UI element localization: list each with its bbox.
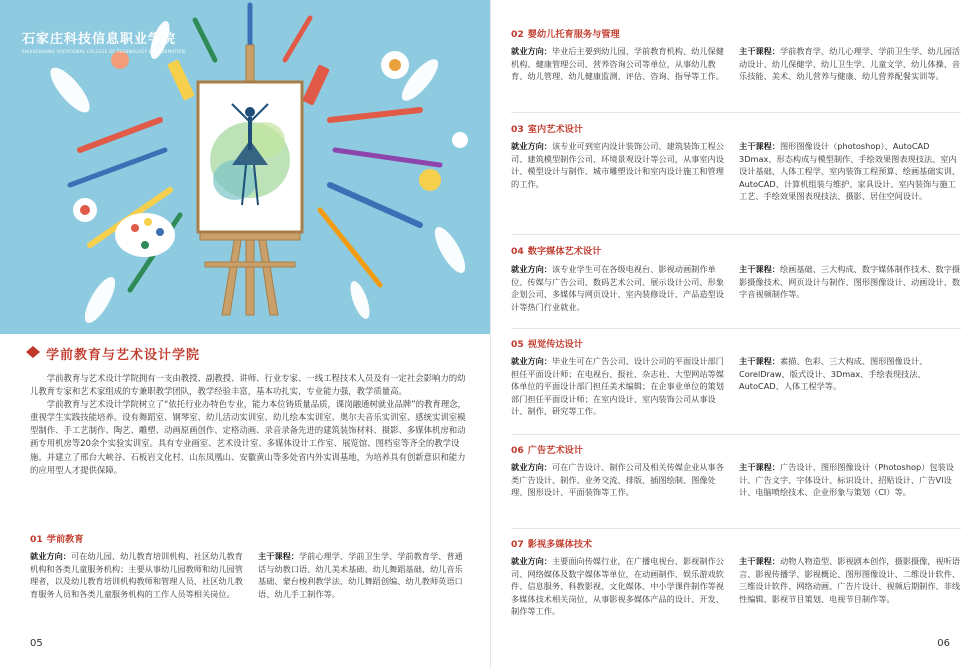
hero-illustration [0,0,490,334]
courses-label: 主干课程： [739,556,780,566]
section-divider [511,234,961,235]
section-divider [511,112,961,113]
jobs-label: 就业方向： [511,556,552,566]
courses-text: 素描、色彩、三大构成、图形图像设计、CorelDraw、版式设计、3Dmax、手绘表现技法、AutoCAD、人体工程学等。 [739,356,928,392]
section-divider [511,434,961,435]
major-section-06 [511,442,583,456]
major-number: 07 [511,539,524,550]
major-title [511,336,583,350]
major-number: 06 [511,445,524,456]
courses-text: 图形图像设计（photoshop）、AutoCAD 3Dmax、形态构成与模型制作、手绘效果图表现技法、室内设计基础、人体工程学、室内装饰工程预算、绘画基础实训、AutoCAD、计算机组装与维护、家具设计、室内装饰与施工工艺、手绘效果图表现技法、摄影、居住空间设计。 [739,141,961,202]
jobs-text: 该专业可到室内设计装饰公司、建筑装饰工程公司、建筑模型制作公司、环境景观设计等公司，从事室内设计、模型设计与制作、城市雕塑设计和室内设计施工和管理的工作。 [511,141,724,189]
major-section-03 [511,121,583,135]
major-courses [739,45,961,83]
jobs-text: 该专业学生可在各级电视台、影视动画制作单位、传媒与广告公司、数码艺术公司、展示设计公司、形象企划公司、多媒体与网页设计、室内装修设计、产品造型设计等热门行业就业。 [511,264,724,312]
major-courses [739,461,961,499]
major-jobs [30,550,245,600]
jobs-label: 就业方向： [511,264,552,274]
page-title: 学前教育与艺术设计学院 [46,348,201,363]
jobs-text: 可在幼儿园、幼儿教育培训机构、社区幼儿教育机构和各类儿童服务机构；主要从事幼儿园教师和幼儿园管理者，以及幼儿教育培训机构教师和管理人员、社区幼儿教育服务人员和各类儿童服务机构的工作人员等相关岗位。 [30,551,243,599]
major-courses [258,550,470,600]
intro-paragraph: 学前教育与艺术设计学院拥有一支由教授、副教授、讲师、行业专家、一线工程技术人员及有一定社会影响力的幼儿教育专家和艺术家组成的专兼职教学团队，教学经验丰富，基本功扎实，专业能力强，教学质量高。 [30,373,466,397]
major-jobs [511,461,726,499]
courses-text: 广告设计、图形图像设计（Photoshop）包装设计、广告文字、字体设计、标识设计、招贴设计、广告VI设计、电脑喷绘技术、企业形象与策划（CI）等。 [739,462,954,498]
major-section-04 [511,243,601,257]
major-section-02 [511,26,620,40]
major-section-01 [30,531,84,545]
major-number: 02 [511,29,524,40]
jobs-label: 就业方向： [511,356,552,366]
major-name: 学前教育 [46,534,84,545]
major-title [511,26,620,40]
major-name: 广告艺术设计 [527,445,583,456]
major-section-07 [511,536,592,550]
courses-text: 学前教育学、幼儿心理学、学前卫生学、幼儿园活动设计、幼儿保健学、幼儿卫生学、儿童文学、幼儿体操、音乐技能、美术、幼儿营养与健康、幼儿营养配餐实训等。 [739,46,961,82]
jobs-label: 就业方向： [511,46,552,56]
major-name: 婴幼儿托育服务与管理 [527,29,620,40]
major-courses [739,555,961,605]
major-section-05 [511,336,583,350]
courses-label: 主干课程： [739,141,780,151]
courses-text: 学前心理学、学前卫生学、学前教育学、普通话与幼教口语、幼儿美术基础、幼儿舞蹈基础、幼儿音乐基础、蒙台梭利教学法、幼儿舞蹈创编、幼儿教师英语口语、幼儿手工制作等。 [258,551,463,599]
courses-text: 动物人物造型、影视剧本创作，摄影摄像，视听语言、影视传播学、影视概论、图形图像设计、二维设计软件、三维设计软件、网络动画、广告片设计、视频后期制作、非线性编辑、影视节目策划、电视节目制作等。 [739,556,961,604]
major-title [511,121,583,135]
courses-label: 主干课程： [739,264,780,274]
logo-name-cn: 石家庄科技信息职业学院 [22,32,177,47]
courses-label: 主干课程： [739,356,780,366]
intro-paragraph: 学前教育与艺术设计学院树立了“依托行业办特色专业，能力本位铸质量品质，课岗融通树就业品牌”的教育理念，重视学生实践技能培养。设有舞蹈室、钢琴室、幼儿活动实训室、幼儿绘本实训室、奥尔夫音乐实训室、感统实训室模型制作、手工艺制作、陶艺、雕塑、动画原画创作、定格动画、录音录备先进的建筑装饰材料、摄影、多媒体机房和动画专用机房等20余个实验实训室。具有专业画室、艺术设计室、多媒体设计工作室、展览馆、图档室等齐全的教学设施。并建立了邢台大峡谷、石板岩文化村、山东凤凰山、安徽黄山等多处省内外实训基地，为培养具有创新意识和能力的应用型人才提供保障。 [30,399,466,475]
major-number: 05 [511,339,524,350]
logo-name-en: SHIJIAZHUANG VOCATIONAL COLLEGE OF TECHNOLOGY & INFORMATION [22,49,186,54]
courses-label: 主干课程： [258,551,299,561]
major-title [511,243,601,257]
jobs-text: 毕业后主要到幼儿园、学前教育机构、幼儿保健机构、健康管理公司、营养咨询公司等单位，从事幼儿教育、幼儿管理、幼儿健康监测、评估、咨询、指导等工作。 [511,46,724,82]
major-courses [739,355,961,393]
major-title [511,442,583,456]
major-jobs [511,140,726,190]
jobs-label: 就业方向： [30,551,71,561]
major-number: 01 [30,534,43,545]
major-courses [739,263,961,301]
right-page [490,0,980,669]
jobs-text: 可在广告设计、制作公司及相关传媒企业从事各类广告设计、制作、业务交流、排版、插图绘制、图像处理、图形设计、平面装饰等工作。 [511,462,724,498]
major-courses [739,140,961,203]
courses-label: 主干课程： [739,46,780,56]
major-jobs [511,355,726,418]
courses-label: 主干课程： [739,462,780,472]
major-title [511,536,592,550]
major-number: 03 [511,124,524,135]
courses-text: 绘画基础、三大构成、数字媒体制作技术、数字摄影摄像技术、网页设计与制作、图形图像设计、动画设计、数字音视频制作等。 [739,264,961,300]
major-number: 04 [511,246,524,257]
jobs-label: 就业方向： [511,462,552,472]
section-divider [511,328,961,329]
major-name: 数字媒体艺术设计 [527,246,602,257]
major-jobs [511,555,726,618]
major-name: 视觉传达设计 [527,339,583,350]
major-title [30,531,84,545]
page-number-right: 06 [937,638,950,649]
page-number-left: 05 [30,638,43,649]
major-name: 影视多媒体技术 [527,539,593,550]
major-jobs [511,263,726,313]
title-decoration-icon [26,346,40,358]
school-intro [30,372,470,477]
jobs-text: 毕业生可在广告公司、设计公司的平面设计部门担任平面设计师；在电视台、报社、杂志社、大型网站等媒体单位的平面设计部门担任美术编辑；在企事业单位的策划部门担任平面设计师；在室内设计、室内装饰公司从事设计、制作、研究等工作。 [511,356,724,417]
section-divider [511,528,961,529]
school-logo [22,28,185,54]
jobs-text: 主要面向传媒行业，在广播电视台、影视制作公司、网络媒体及数字媒体等单位，在动画制作、娱乐游戏软件、信息服务、科教影视、文化媒体、中小学课件制作等视多媒体技术相关岗位，从事影视多媒体产品的设计、开发、制作等工作。 [511,556,724,617]
jobs-label: 就业方向： [511,141,552,151]
major-name: 室内艺术设计 [527,124,583,135]
major-jobs [511,45,726,83]
